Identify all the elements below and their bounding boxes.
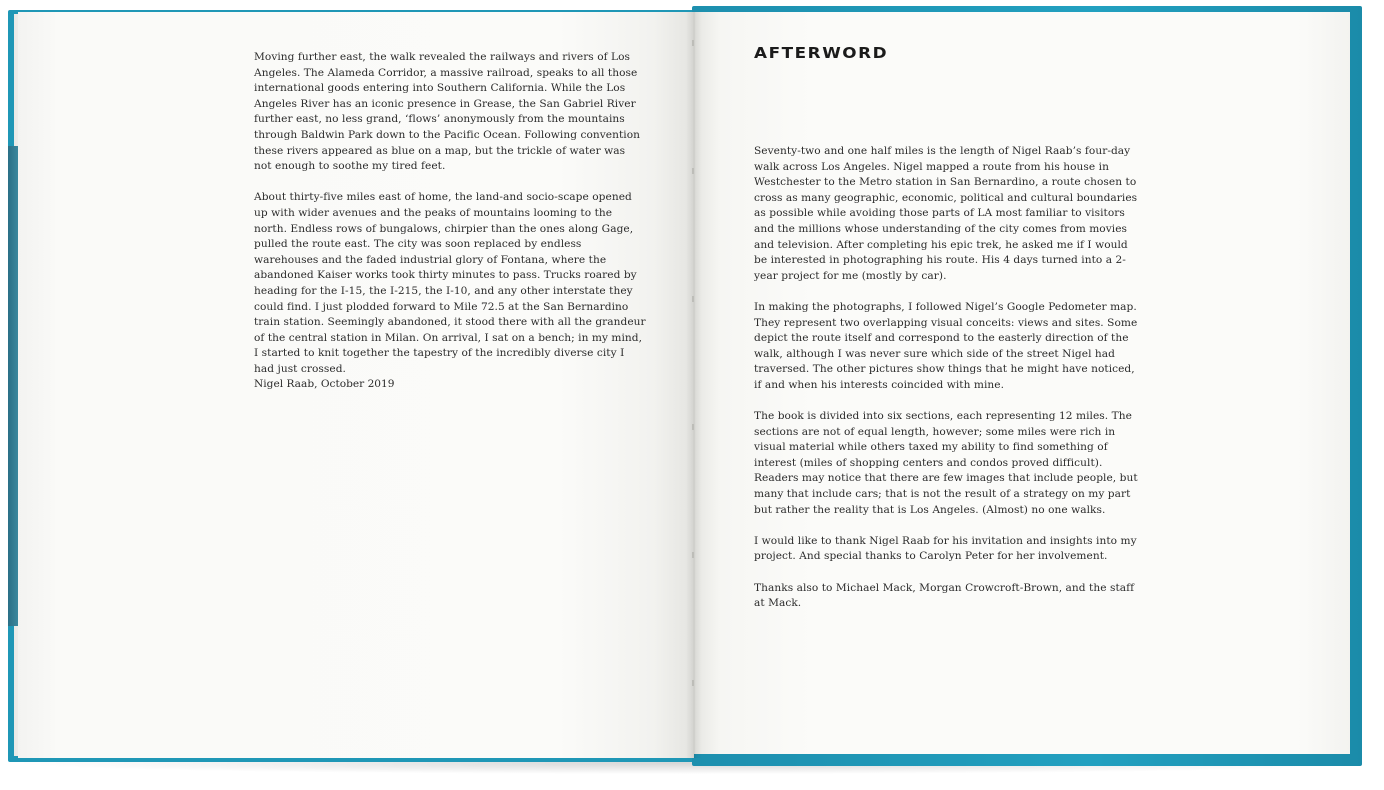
- afterword-heading: AFTERWORD: [754, 44, 889, 62]
- book-gutter: [686, 12, 702, 758]
- author-signature: Nigel Raab, October 2019: [254, 378, 395, 390]
- left-page-body: [254, 50, 646, 393]
- right-page-body: [754, 144, 1142, 627]
- binding-stitch: [692, 424, 694, 430]
- right-paragraph-2: In making the photographs, I followed Nigel’s Google Pedometer map. They represent two overlapping visual conceits: views and sites. Some depict the route itself and correspond to the easterly direction of the walk, although I was never sure which side of the street Nigel had traversed. The other pictures show things that he might have noticed, if and when his interests coincided with mine.: [754, 300, 1138, 391]
- right-paragraph-1: Seventy-two and one half miles is the length of Nigel Raab’s four-day walk across Los Angeles. Nigel mapped a route from his house in Westchester to the Metro station in San Bernardino, a route chosen to cross as many geographic, economic, political and cultural boundaries as possible while avoiding those parts of LA most familiar to visitors and the millions whose understanding of the city comes from movies and television. After completing his epic trek, he asked me if I would be interested in photographing his route. His 4 days turned into a 2-year project for me (mostly by car).: [754, 145, 1138, 282]
- right-paragraph-5: Thanks also to Michael Mack, Morgan Crowcroft-Brown, and the staff at Mack.: [754, 581, 1135, 610]
- left-paragraph-1: Moving further east, the walk revealed the railways and rivers of Los Angeles. The Alameda Corridor, a massive railroad, speaks to all those international goods entering into Southern California. While the Los Angeles River has an iconic presence in Grease, the San Gabriel River further east, no less grand, ‘flows’ anonymously from the mountains through Baldwin Park down to the Pacific Ocean. Following convention these rivers appeared as blue on a map, but the trickle of water was not enough to soothe my tired feet.: [254, 51, 641, 173]
- right-paragraph-4: I would like to thank Nigel Raab for his invitation and insights into my project. And special thanks to Carolyn Peter for her involvement.: [754, 534, 1137, 563]
- right-paragraph-3: The book is divided into six sections, each representing 12 miles. The sections are not of equal length, however; some miles were rich in visual material while others taxed my ability to find something of interest (miles of shopping centers and condos proved difficult). Readers may notice that there are few images that include people, but many that include cars; that is not the result of a strategy on my part but rather the reality that is Los Angeles. (Almost) no one walks.: [754, 410, 1138, 516]
- binding-stitch: [692, 296, 694, 302]
- binding-stitch: [692, 680, 694, 686]
- binding-stitch: [692, 40, 694, 46]
- binding-stitch: [692, 168, 694, 174]
- left-paragraph-2: About thirty-five miles east of home, the land-and socio-scape opened up with wider avenues and the peaks of mountains looming to the north. Endless rows of bungalows, chirpier than the ones along Gage, pulled the route east. The city was soon replaced by endless warehouses and the faded industrial glory of Fontana, where the abandoned Kaiser works took thirty minutes to pass. Trucks roared by heading for the I-15, the I-215, the I-10, and any other interstate they could find. I just plodded forward to Mile 72.5 at the San Bernardino train station. Seemingly abandoned, it stood there with all the grandeur of the central station in Milan. On arrival, I sat on a bench; in my mind, I started to knit together the tapestry of the incredibly diverse city I had just crossed.: [254, 191, 646, 375]
- binding-stitch: [692, 552, 694, 558]
